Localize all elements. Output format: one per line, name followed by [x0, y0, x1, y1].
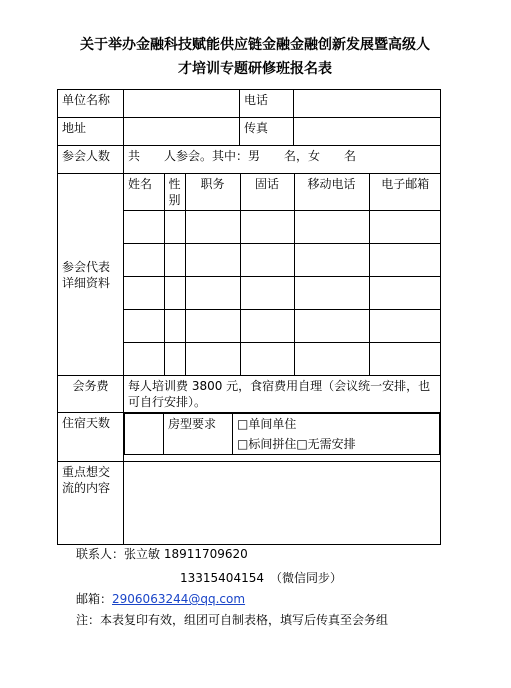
- cell[interactable]: [369, 310, 441, 343]
- col-landline: 固话: [240, 174, 294, 211]
- unit-name-label: 单位名称: [58, 90, 124, 118]
- fee-row: [58, 376, 441, 413]
- address-row: [58, 118, 441, 146]
- participants-label: 参会代表详细资料: [58, 174, 124, 376]
- cell[interactable]: [185, 310, 240, 343]
- room-options: [233, 414, 440, 455]
- participant-row: [124, 211, 441, 244]
- fee-text: 每人培训费 3800 元，食宿费用自理（会议统一安排，也可自行安排）。: [124, 376, 441, 413]
- contact-line-2: 13315404154 （微信同步）: [180, 571, 342, 585]
- cell[interactable]: [294, 343, 369, 376]
- cell[interactable]: [369, 277, 441, 310]
- col-name: 姓名: [124, 174, 164, 211]
- cell[interactable]: [164, 343, 185, 376]
- contact-line: 联系人：张立敏 18911709620: [76, 547, 248, 561]
- lodging-inner: [124, 413, 440, 455]
- cell[interactable]: [124, 277, 164, 310]
- cell[interactable]: [164, 211, 185, 244]
- count-row: [58, 146, 441, 174]
- participants-header: [124, 174, 441, 211]
- participant-row: [124, 343, 441, 376]
- cell[interactable]: [124, 343, 164, 376]
- cell[interactable]: [124, 244, 164, 277]
- topics-row: [58, 462, 441, 545]
- col-email: 电子邮箱: [369, 174, 441, 211]
- room-type-label: 房型要求: [164, 414, 233, 455]
- participants-grid: [124, 174, 441, 375]
- lodging-label: 住宿天数: [58, 413, 124, 462]
- form-title-line1: 关于举办金融科技赋能供应链金融金融创新发展暨高级人: [80, 37, 430, 53]
- cell[interactable]: [240, 343, 294, 376]
- cell[interactable]: [164, 310, 185, 343]
- cell[interactable]: [240, 211, 294, 244]
- cell[interactable]: [185, 244, 240, 277]
- cell[interactable]: [185, 343, 240, 376]
- cell[interactable]: [240, 310, 294, 343]
- registration-form: [57, 89, 441, 545]
- phone-label: 电话: [240, 90, 294, 118]
- cell[interactable]: [294, 277, 369, 310]
- unit-row: [58, 90, 441, 118]
- count-text[interactable]: 共 人参会。其中：男 名，女 名: [124, 146, 441, 174]
- fee-label: 会务费: [58, 376, 124, 413]
- room-option-single[interactable]: □单间单住: [237, 417, 297, 431]
- participants-grid-cell: [124, 174, 441, 376]
- lodging-cell: [124, 413, 441, 462]
- col-mobile: 移动电话: [294, 174, 369, 211]
- count-label: 参会人数: [58, 146, 124, 174]
- address-label: 地址: [58, 118, 124, 146]
- email-line: [76, 591, 245, 607]
- email-label: 邮箱：: [76, 592, 113, 606]
- phone-field[interactable]: [294, 90, 441, 118]
- topics-label: 重点想交流的内容: [58, 462, 124, 545]
- cell[interactable]: [294, 310, 369, 343]
- lodging-row: [58, 413, 441, 462]
- cell[interactable]: [164, 244, 185, 277]
- participant-row: [124, 310, 441, 343]
- cell[interactable]: [369, 343, 441, 376]
- unit-name-field[interactable]: [124, 90, 240, 118]
- room-option-shared[interactable]: □标间拼住□无需安排: [237, 437, 356, 451]
- cell[interactable]: [369, 244, 441, 277]
- col-gender: 性别: [164, 174, 185, 211]
- fax-label: 传真: [240, 118, 294, 146]
- note-line: 注：本表复印有效，组团可自制表格，填写后传真至会务组: [76, 613, 389, 627]
- cell[interactable]: [164, 277, 185, 310]
- fax-field[interactable]: [294, 118, 441, 146]
- form-title-line2: 才培训专题研修班报名表: [178, 61, 332, 77]
- participant-row: [124, 277, 441, 310]
- address-field[interactable]: [124, 118, 240, 146]
- participants-row: [58, 174, 441, 376]
- cell[interactable]: [185, 211, 240, 244]
- cell[interactable]: [240, 244, 294, 277]
- email-link[interactable]: 2906063244@qq.com: [112, 592, 246, 606]
- cell[interactable]: [124, 211, 164, 244]
- lodging-days-field[interactable]: [125, 414, 164, 455]
- participant-row: [124, 244, 441, 277]
- cell[interactable]: [294, 211, 369, 244]
- topics-field[interactable]: [124, 462, 441, 545]
- col-position: 职务: [185, 174, 240, 211]
- cell[interactable]: [240, 277, 294, 310]
- cell[interactable]: [369, 211, 441, 244]
- cell[interactable]: [124, 310, 164, 343]
- cell[interactable]: [294, 244, 369, 277]
- cell[interactable]: [185, 277, 240, 310]
